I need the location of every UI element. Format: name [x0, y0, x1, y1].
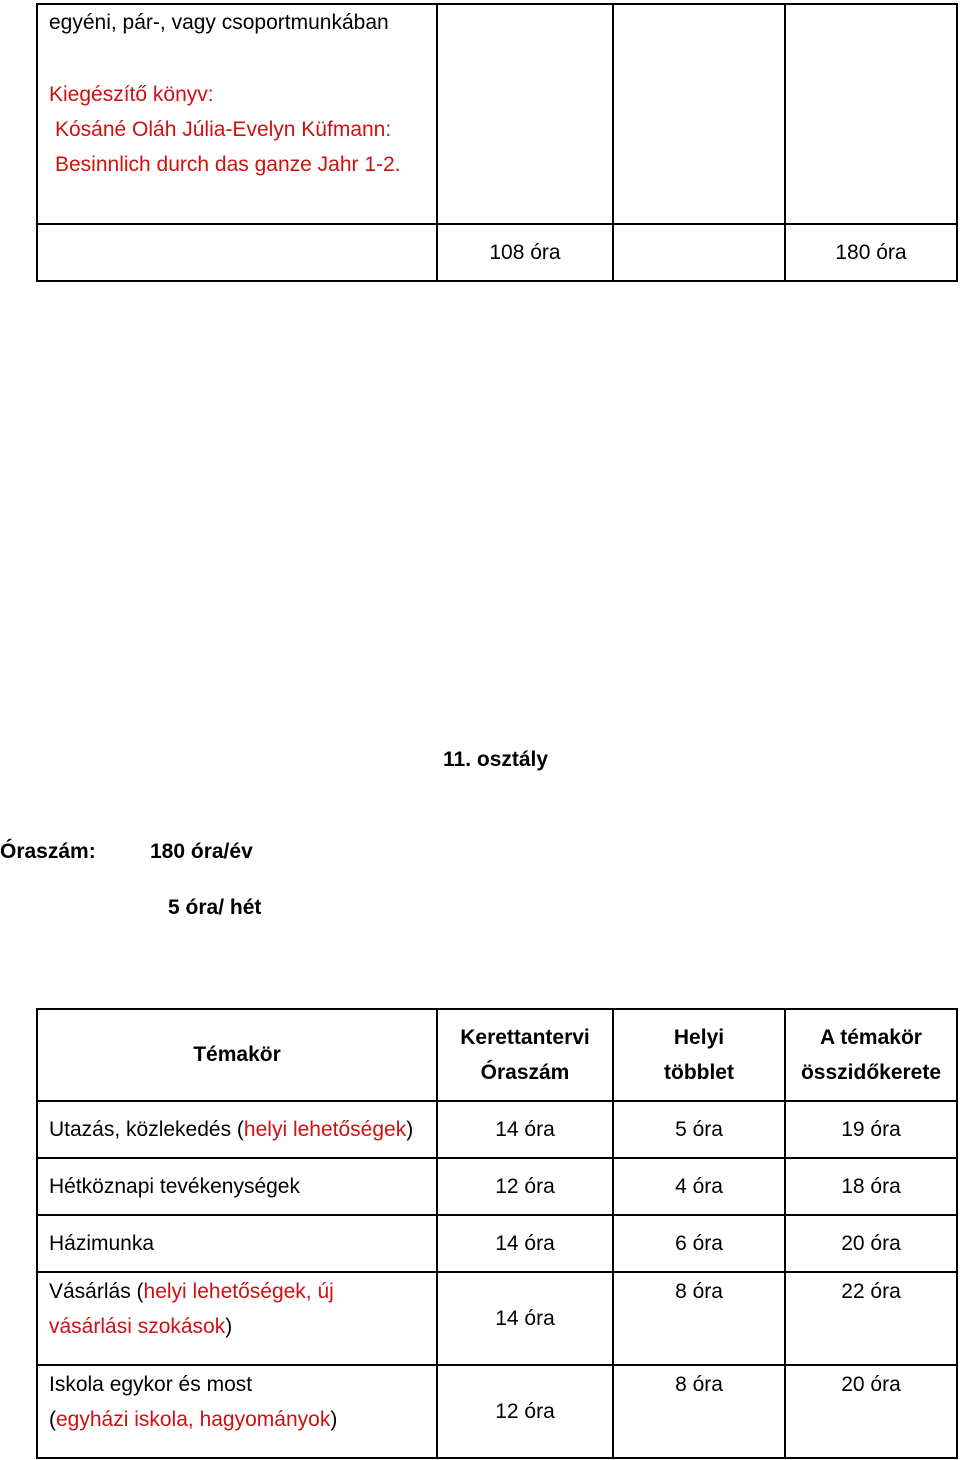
empty-cell — [437, 4, 613, 224]
book-label: Kiegészítő könyv: — [49, 83, 214, 106]
table-row — [37, 1158, 957, 1215]
header-local — [613, 1009, 785, 1101]
row-local: 6 óra — [613, 1215, 785, 1272]
table-row — [37, 1101, 957, 1158]
row-framework: 12 óra — [437, 1158, 613, 1215]
book-authors: Kósáné Oláh Júlia-Evelyn Küfmann: — [55, 118, 392, 141]
row-total: 18 óra — [785, 1158, 957, 1215]
empty-cell — [613, 4, 785, 224]
method-text: egyéni, pár-, vagy csoportmunkában — [49, 11, 389, 34]
grade-heading: 11. osztály — [443, 748, 549, 771]
header-local-line1: Helyi — [673, 1026, 725, 1049]
row-total: 20 óra — [785, 1365, 957, 1458]
hours-per-week: 5 óra/ hét — [168, 896, 262, 919]
empty-cell — [613, 224, 785, 281]
header-topic: Témakör — [37, 1009, 437, 1101]
hours-label: Óraszám: — [0, 840, 96, 863]
total-overall-hours: 180 óra — [785, 224, 957, 281]
table-row — [37, 1215, 957, 1272]
header-framework-line2: Óraszám — [480, 1061, 570, 1084]
table-row — [37, 1272, 957, 1365]
row-total: 22 óra — [785, 1272, 957, 1365]
empty-cell — [37, 224, 437, 281]
row-total: 19 óra — [785, 1101, 957, 1158]
row-framework: 14 óra — [437, 1215, 613, 1272]
row-local: 5 óra — [613, 1101, 785, 1158]
total-framework-hours: 108 óra — [437, 224, 613, 281]
row-total: 20 óra — [785, 1215, 957, 1272]
top-table — [36, 3, 958, 282]
row-framework: 14 óra — [437, 1272, 613, 1365]
header-total-line1: A témakör — [820, 1026, 922, 1049]
hours-per-year: 180 óra/év — [150, 840, 253, 863]
row-local: 8 óra — [613, 1272, 785, 1365]
topics-table — [36, 1008, 958, 1459]
header-local-line2: többlet — [664, 1061, 734, 1084]
header-total-line2: összidőkerete — [800, 1061, 942, 1084]
table-row — [37, 1365, 957, 1458]
row-topic: Hétköznapi tevékenységek — [37, 1158, 437, 1215]
header-framework — [437, 1009, 613, 1101]
row-framework: 14 óra — [437, 1101, 613, 1158]
row-local: 8 óra — [613, 1365, 785, 1458]
row-topic: Iskola egykor és most (egyházi iskola, hagyományok) — [37, 1365, 437, 1458]
row-topic: Utazás, közlekedés (helyi lehetőségek) — [37, 1101, 437, 1158]
empty-cell — [785, 4, 957, 224]
header-total — [785, 1009, 957, 1101]
row-topic: Vásárlás (helyi lehetőségek, új vásárlási szokások) — [37, 1272, 437, 1365]
table-header-row — [37, 1009, 957, 1101]
row-local: 4 óra — [613, 1158, 785, 1215]
header-framework-line1: Kerettantervi — [460, 1026, 590, 1049]
row-topic: Házimunka — [37, 1215, 437, 1272]
book-title: Besinnlich durch das ganze Jahr 1-2. — [55, 153, 401, 176]
content-cell — [37, 4, 437, 224]
row-framework: 12 óra — [437, 1365, 613, 1458]
